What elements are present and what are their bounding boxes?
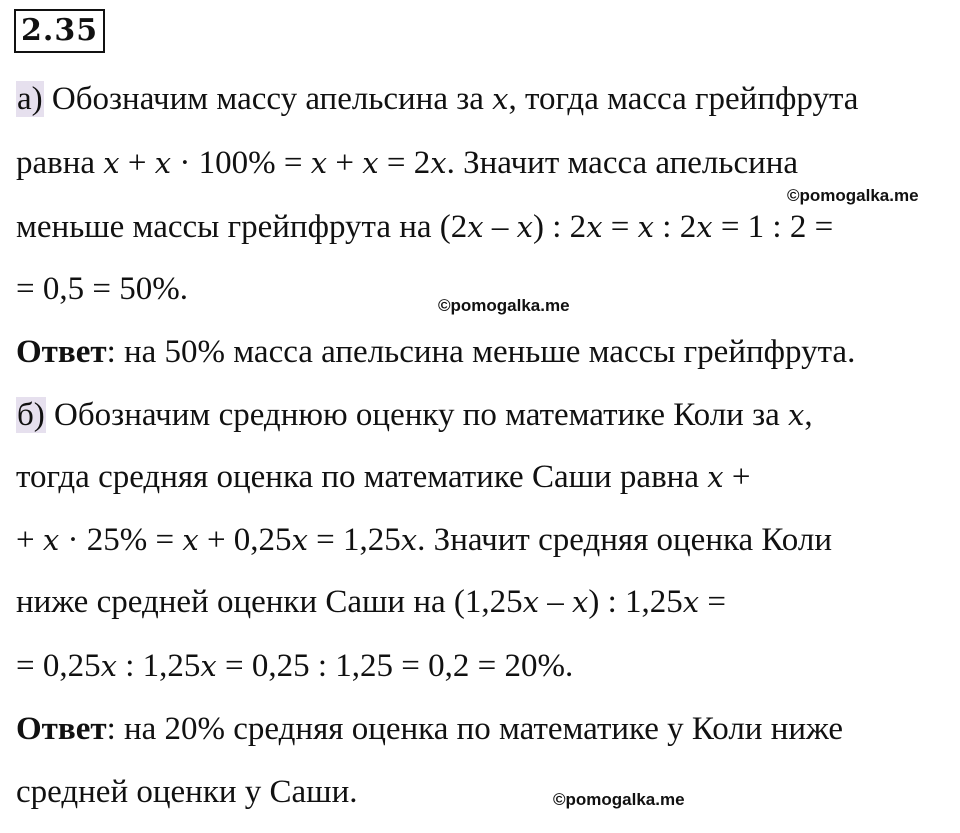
text: ) : 2	[533, 209, 587, 245]
part-b-answer	[16, 709, 843, 749]
variable: x	[586, 210, 603, 244]
problem-number: 2.35	[14, 9, 105, 53]
variable: x	[291, 523, 308, 557]
variable: x	[154, 146, 172, 180]
variable: x	[103, 146, 120, 180]
text: +	[16, 522, 43, 558]
variable: x	[400, 523, 418, 557]
text: Обозначим массу апельсина за	[43, 81, 493, 117]
text: меньше массы грейпфрута на (2	[16, 209, 468, 245]
part-a-marker: а)	[17, 81, 43, 117]
answer-label: Ответ	[16, 711, 107, 747]
variable: x	[788, 398, 805, 432]
variable: x	[492, 82, 509, 116]
watermark: ©pomogalka.me	[438, 296, 570, 315]
text: : 2	[654, 209, 697, 245]
text: = 0,25 : 1,25 = 0,2 = 20%.	[216, 648, 574, 684]
text: тогда средняя оценка по математике Саши равна	[16, 459, 708, 495]
variable: x	[682, 585, 700, 619]
text: –	[483, 209, 517, 245]
variable: x	[362, 146, 379, 180]
text: =	[602, 209, 638, 245]
part-b-line-5	[16, 646, 573, 686]
variable: x	[522, 585, 539, 619]
variable: x	[310, 146, 328, 180]
answer-text: : на 20% средняя оценка по математике у Коли ниже	[106, 711, 844, 747]
variable: x	[516, 210, 534, 244]
answer-text: : на 50% масса апельсина меньше массы грейпфрута.	[106, 334, 856, 370]
answer-label: Ответ	[16, 334, 107, 370]
variable: x	[182, 523, 199, 557]
variable: x	[200, 649, 217, 683]
variable: x	[707, 460, 724, 494]
text: Обозначим среднюю оценку по математике Коли за	[45, 397, 789, 433]
variable: x	[696, 210, 713, 244]
part-a-line-4: = 0,5 = 50%.	[16, 271, 188, 307]
variable: x	[637, 210, 655, 244]
text: ,	[804, 397, 813, 433]
text: = 2	[378, 145, 431, 181]
text: = 0,25	[16, 648, 101, 684]
part-b-line-2	[16, 457, 750, 497]
variable: x	[572, 585, 589, 619]
text: . Значит средняя оценка Коли	[417, 522, 832, 558]
text: · 25% =	[59, 522, 183, 558]
text: : 1,25	[116, 648, 201, 684]
text: +	[723, 459, 751, 495]
watermark: ©pomogalka.me	[553, 790, 685, 809]
part-a-line-1	[16, 79, 858, 119]
text: , тогда масса грейпфрута	[508, 81, 859, 117]
text: –	[539, 584, 572, 620]
variable: x	[42, 523, 60, 557]
part-b-marker: б)	[17, 397, 45, 433]
part-b-line-3	[16, 520, 832, 560]
watermark: ©pomogalka.me	[787, 186, 919, 205]
part-b-answer-line-2: средней оценки у Саши.	[16, 774, 358, 810]
text: = 1 : 2 =	[712, 209, 834, 245]
text: . Значит масса апельсина	[446, 145, 799, 181]
variable: x	[430, 146, 447, 180]
variable: x	[467, 210, 484, 244]
variable: x	[100, 649, 117, 683]
text: +	[327, 145, 363, 181]
text: равна	[16, 145, 104, 181]
text: =	[699, 584, 727, 620]
part-a-answer	[16, 332, 855, 372]
text: = 1,25	[307, 522, 401, 558]
part-a-line-3	[16, 207, 833, 247]
part-a-line-2	[16, 143, 798, 183]
part-b-line-1	[16, 395, 813, 435]
text: ниже средней оценки Саши на (1,25	[16, 584, 523, 620]
part-b-line-4	[16, 582, 726, 622]
text: · 100% =	[171, 145, 311, 181]
text: + 0,25	[198, 522, 292, 558]
text: ) : 1,25	[588, 584, 683, 620]
text: +	[119, 145, 155, 181]
